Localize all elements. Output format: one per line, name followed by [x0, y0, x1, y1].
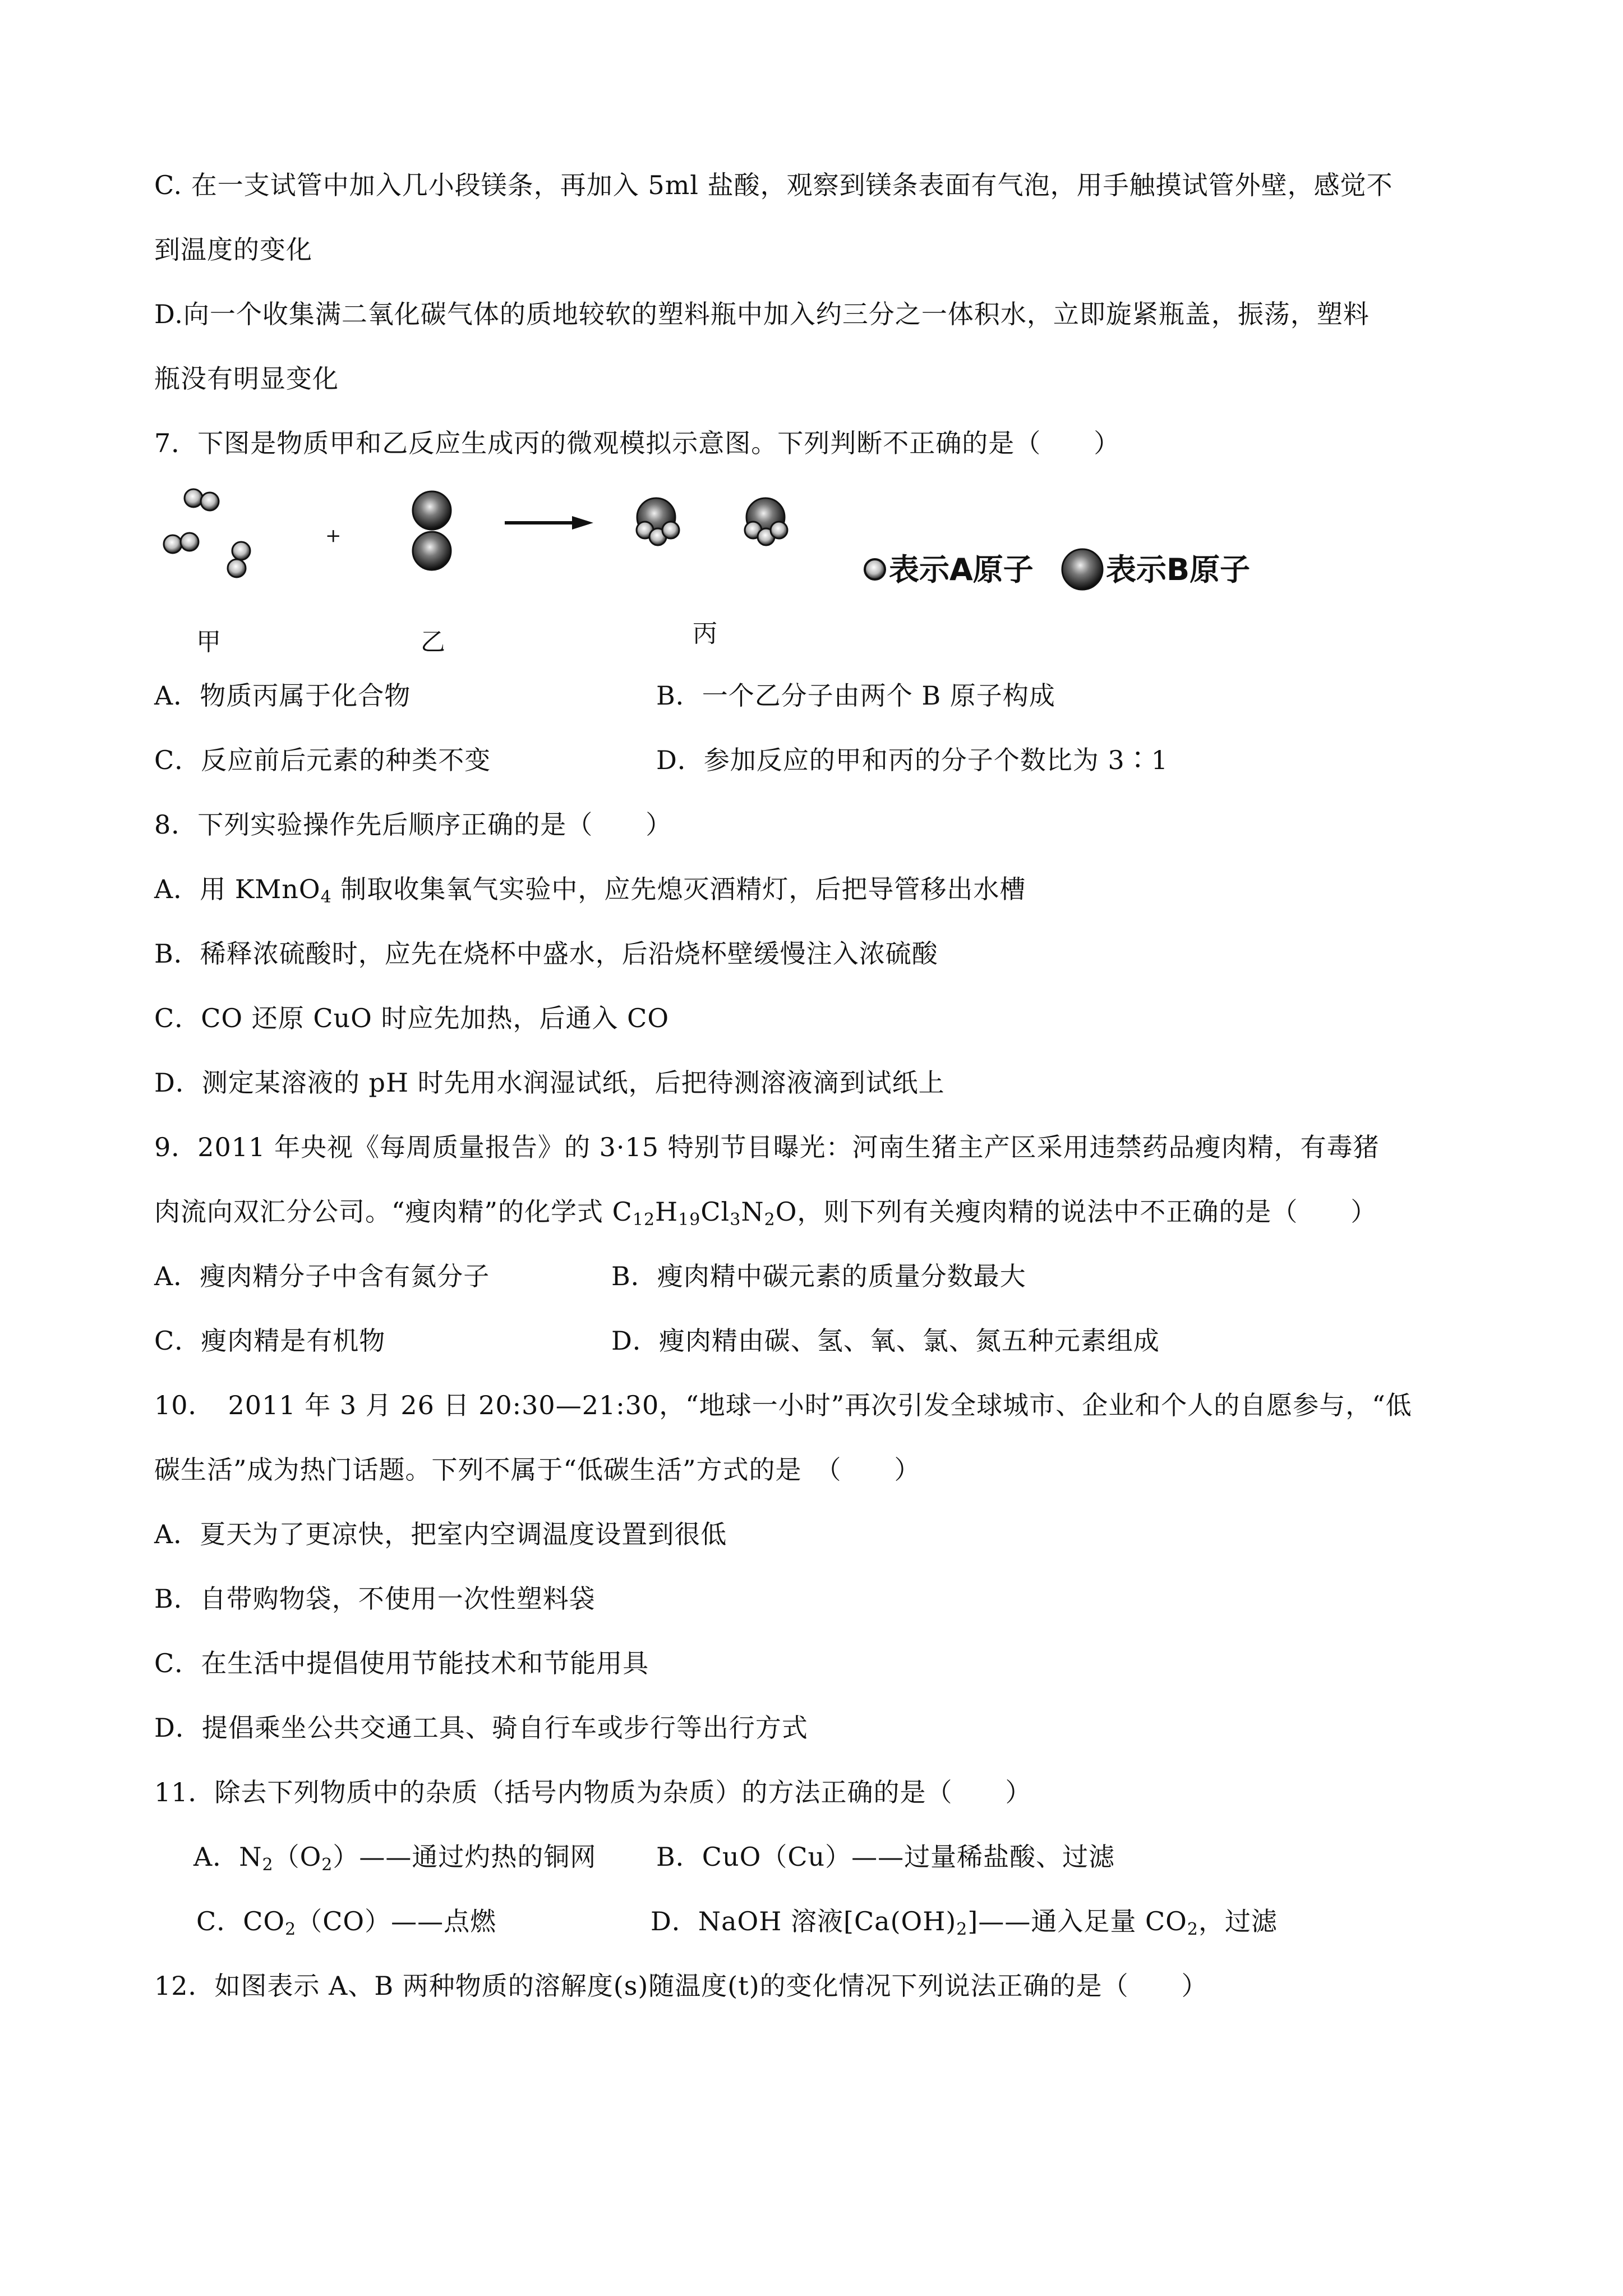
small-sphere-a-atom-icon [164, 533, 199, 553]
q11-option-a: A．$N_2(O_2)——$通过灼热的铜网 [193, 1842, 597, 1875]
q9-option-c: C．瘦肉精是有机物 [154, 1326, 386, 1356]
q6-option-d-line1: D.向一个收集满二氧化碳气体的质地较软的塑料瓶中加入约三分之一体积水，立即旋紧瓶盖，振荡，塑料 [154, 299, 1370, 329]
q6-option-c-line2: 到温度的变化 [154, 234, 312, 265]
legend-b-text: 表示B原子 [1106, 552, 1251, 587]
reaction-arrow-icon [505, 516, 593, 530]
q8-stem: 8．下列实验操作先后顺序正确的是（ ） [154, 809, 672, 840]
q7-option-d: D．参加反应的甲和丙的分子个数比为 3∶1 [656, 745, 1169, 775]
q10-option-c: C．在生活中提倡使用节能技术和节能用具 [154, 1648, 649, 1678]
q11-option-c: C．$CO_2(CO)——$点燃 [196, 1906, 497, 1939]
q9-option-a: A．瘦肉精分子中含有氮分子 [154, 1261, 490, 1291]
q10-stem-line2: 碳生活”成为热门话题。下列不属于“低碳生活”方式的是 （ ） [154, 1455, 921, 1485]
label-yi: 乙 [421, 628, 445, 656]
label-bing: 丙 [693, 619, 717, 648]
label-jia: 甲 [196, 628, 221, 656]
q11-option-d: D．NaOH 溶液$[Ca(OH)_2]——$通入足量 $CO_2$，过滤 [651, 1906, 1278, 1939]
q12-stem: 12．如图表示 A、B 两种物质的溶解度(s)随温度(t)的变化情况下列说法正确的是（ ） [154, 1971, 1208, 2001]
q8-option-c: C．CO 还原 CuO 时应先加热，后通入 CO [154, 1003, 670, 1033]
small-sphere-a-atom-icon [185, 489, 219, 510]
bing-molecule [745, 498, 787, 545]
small-sphere-a-atom-icon [228, 542, 250, 577]
q9-option-b: B．瘦肉精中碳元素的质量分数最大 [611, 1261, 1026, 1291]
q8-option-a: A．用 KMnO$_4$ 制取收集氧气实验中，应先熄灭酒精灯，后把导管移出水槽 [154, 874, 1026, 907]
q7-option-a: A．物质丙属于化合物 [154, 680, 411, 711]
plus-sign: + [325, 524, 342, 547]
q9-stem-line1: 9．2011 年央视《每周质量报告》的 3·15 特别节目曝光：河南生猪主产区采用违禁药品瘦肉精，有毒猪 [154, 1132, 1380, 1162]
legend-a-atom-icon [865, 559, 885, 579]
q9-option-d: D．瘦肉精由碳、氢、氧、氯、氮五种元素组成 [611, 1326, 1160, 1356]
q11-option-b: B．CuO（Cu）——过量稀盐酸、过滤 [656, 1842, 1115, 1872]
q6-option-d-line2: 瓶没有明显变化 [154, 364, 339, 394]
q10-stem-line1: 10． 2011 年 3 月 26 日 20:30—21:30，“地球一小时”再次引发全球城市、企业和个人的自愿参与，“低 [154, 1390, 1412, 1420]
q11-stem: 11．除去下列物质中的杂质（括号内物质为杂质）的方法正确的是（ ） [154, 1777, 1032, 1807]
q10-option-d: D．提倡乘坐公共交通工具、骑自行车或步行等出行方式 [154, 1713, 808, 1743]
q7-stem: 7．下图是物质甲和乙反应生成丙的微观模拟示意图。下列判断不正确的是（ ） [154, 428, 1121, 458]
bing-molecule [637, 498, 679, 545]
q10-option-b: B．自带购物袋，不使用一次性塑料袋 [154, 1584, 596, 1614]
q7-reaction-figure [157, 477, 1251, 662]
q6-option-c-line1: C. 在一支试管中加入几小段镁条，再加入 5ml 盐酸，观察到镁条表面有气泡，用手触摸试管外壁，感觉不 [154, 170, 1393, 200]
legend-a-text: 表示A原子 [889, 552, 1034, 587]
q8-option-b: B．稀释浓硫酸时，应先在烧杯中盛水，后沿烧杯壁缓慢注入浓硫酸 [154, 938, 938, 969]
q7-option-b: B．一个乙分子由两个 B 原子构成 [656, 680, 1055, 711]
yi-molecule-large-sphere-b-atom-icon [413, 491, 451, 570]
jia-molecules [164, 489, 250, 577]
q7-option-c: C．反应前后元素的种类不变 [154, 745, 491, 775]
legend-b-atom-icon [1062, 549, 1103, 590]
q8-option-d: D．测定某溶液的 pH 时先用水润湿试纸，后把待测溶液滴到试纸上 [154, 1068, 945, 1098]
q10-option-a: A．夏天为了更凉快，把室内空调温度设置到很低 [154, 1519, 727, 1549]
q9-stem-line2: 肉流向双汇分公司。“瘦肉精”的化学式 $C_{12}H_{19}Cl_3N_2O$，则下列有关瘦肉精的说法中不正确的是（ ） [154, 1197, 1377, 1230]
